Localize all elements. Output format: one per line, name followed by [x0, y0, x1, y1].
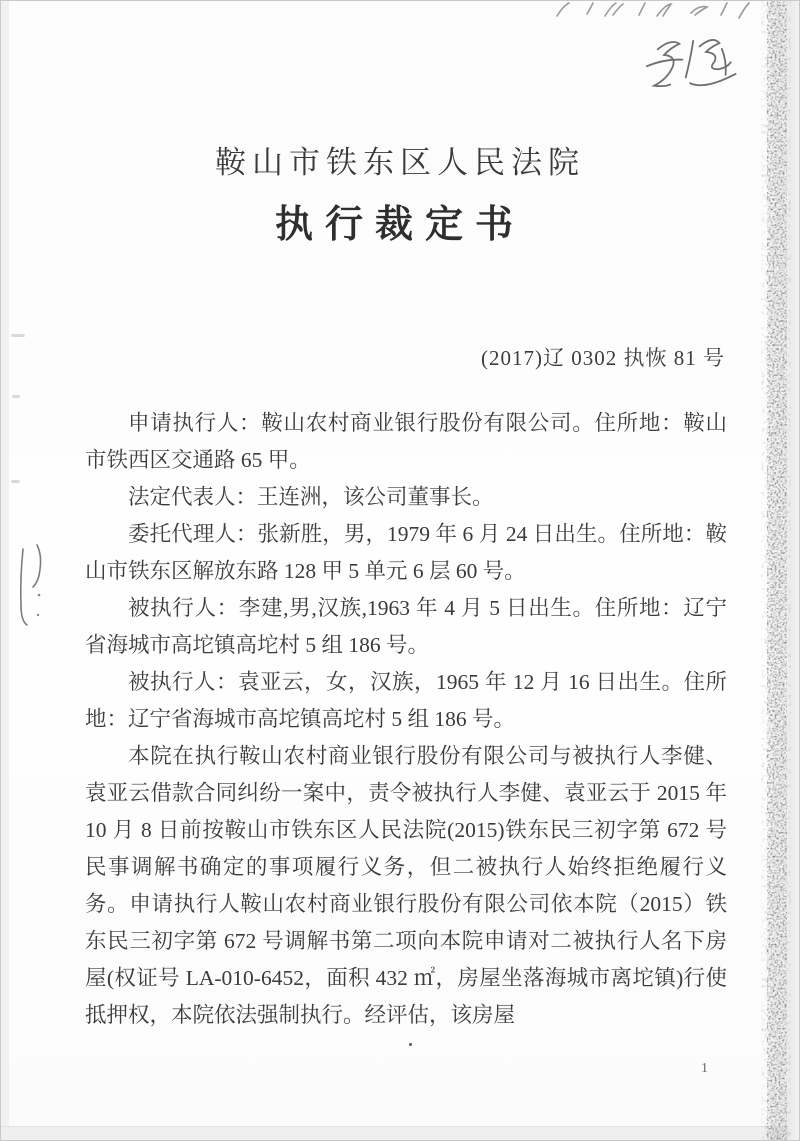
ink-dot-artifact [409, 1043, 412, 1046]
document-title: 执行裁定书 [274, 204, 525, 246]
paragraph-respondent-2: 被执行人：袁亚云，女，汉族，1965 年 12 月 16 日出生。住所地：辽宁省海城市高坨镇高坨村 5 组 186 号。 [85, 670, 727, 731]
court-name: 鞍山市铁东区人民法院 [215, 145, 585, 180]
paragraph-case-facts: 本院在执行鞍山农村商业银行股份有限公司与被执行人李健、袁亚云借款合同纠纷一案中，责令被执行人李健、袁亚云于 2015 年 10 月 8 日前按鞍山市铁东区人民法院(2015)铁东民三初字第 672 号民事调解书确定的事项履行义务，但二被执行人始终拒绝履行义务。申请执行人鞍山农村商业银行股份有限公司依本院（2015）铁东民三初字第 672 号调解书第二项向本院申请对二被执行人名下房屋(权证号 LA-010-6452，面积 432 ㎡，房屋坐落海城市离坨镇)行使抵押权，本院依法强制执行。经评估，该房屋 [85, 744, 727, 1027]
scan-edge-noise-band [755, 1, 799, 1141]
paragraph-legal-representative: 法定代表人：王连洲，该公司董事长。 [128, 485, 494, 509]
scan-smudge [11, 480, 20, 483]
scan-bottom-edge [1, 1126, 799, 1140]
paragraph-applicant: 申请执行人：鞍山农村商业银行股份有限公司。住所地：鞍山市铁西区交通路 65 甲。 [85, 411, 727, 472]
page-number: 1 [701, 1061, 708, 1076]
case-number: (2017)辽 0302 执恢 81 号 [481, 346, 725, 370]
document-body [85, 405, 727, 1034]
handwritten-signature [641, 30, 744, 105]
scan-smudge [12, 395, 20, 398]
paragraph-respondent-1: 被执行人：李建,男,汉族,1963 年 4 月 5 日出生。住所地：辽宁省海城市高坨镇高坨村 5 组 186 号。 [85, 596, 727, 657]
handwriting-scribble-top [553, 1, 753, 21]
paragraph-agent: 委托代理人：张新胜，男，1979 年 6 月 24 日出生。住所地：鞍山市铁东区解放东路 128 甲 5 单元 6 层 60 号。 [85, 522, 727, 583]
handwriting-margin-marks [11, 543, 51, 659]
scan-smudge [11, 334, 25, 337]
